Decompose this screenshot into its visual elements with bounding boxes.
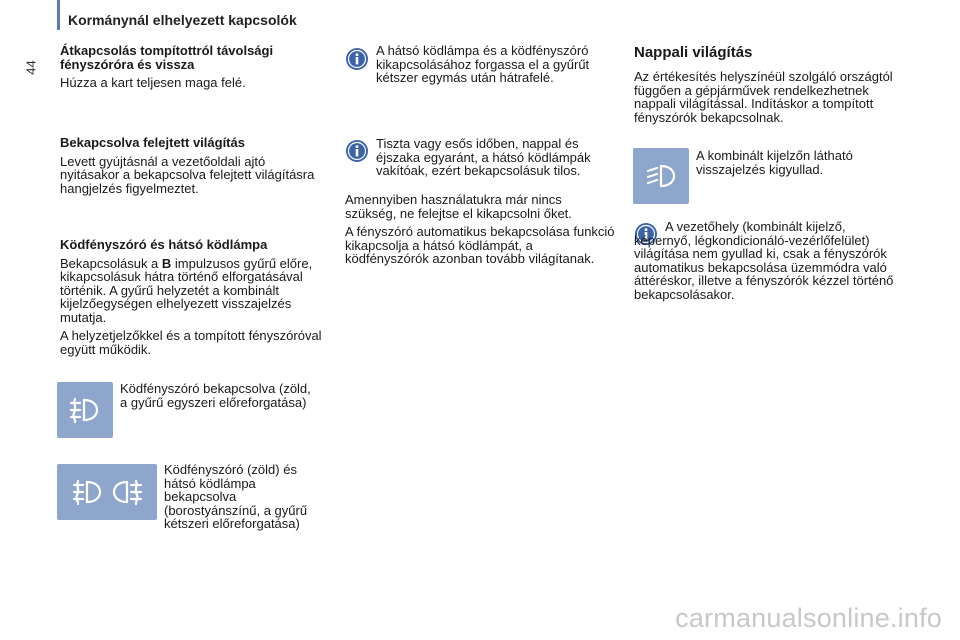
fog2-description: Ködfényszóró (zöld) és hátsó ködlámpa bekapcsolva (borostyánszínű, a gyűrű kétszeri előreforgatása) [164,462,308,531]
front-fog-light-icon [57,382,113,438]
section-text: Levett gyújtásnál a vezetőoldali ajtó nyitásakor a bekapcsolva felejtett világításra hangjelzés figyelmeztet. [60,153,315,196]
info-note-fog-warning: Tiszta vagy esős időben, nappal és éjszaka egyaránt, a hátsó ködlámpák vakítóak, ezért bekapcsolásuk tilos. [376,136,591,178]
info-icon [345,47,369,71]
daytime-indicator-text: A kombinált kijelzőn látható visszajelzés kigyullad. [696,148,853,177]
section-text: Húzza a kart teljesen maga felé. [60,75,246,90]
info-note-cabin-lighting: A vezetőhely (kombinált kijelző, képernyő, légkondicionáló-vezérlőfelület) világítása nem gyullad ki, csak a fényszórók automatikus bekapcsolása üzemmódra való áttéréskor, illetve a fényszórók kézzel történő bekapcsolásakor. [634,219,894,302]
section-lights-left-on [60,136,320,200]
section-fog-notes [345,193,615,271]
section-title: Átkapcsolás tompítottról távolsági fényszóróra és vissza [60,43,274,72]
section-fog-lights [60,238,322,361]
info-note-fog-off: A hátsó ködlámpa és a ködfényszóró kikapcsolásához forgassa el a gyűrűt kétszer egymás után hátrafelé. [376,43,590,85]
daytime-running-light-icon [633,148,689,204]
section-text: A fényszóró automatikus bekapcsolása funkció kikapcsolja a hátsó ködlámpát, a ködfényszórók azonban tovább világítanak. [345,224,615,266]
daytime-description: Az értékesítés helyszínéül szolgáló országtól függően a gépjárművek rendelkezhetnek nappali világítással. Indításkor a tompított fényszórók bekapcsolnak. [634,69,893,125]
ring-label: B [161,255,172,271]
section-text: A helyzetjelzőkkel és a tompított fényszóróval együtt működik. [60,328,322,357]
header-accent-bar [57,0,60,30]
page-title: Kormánynál elhelyezett kapcsolók [68,12,297,28]
rear-fog-light-icon [107,464,157,520]
front-fog-indicator [57,382,113,438]
watermark: carmanualsonline.info [675,603,942,633]
text-run: Bekapcsolásuk a [60,255,162,271]
fog1-description: Ködfényszóró bekapcsolva (zöld, a gyűrű egyszeri előreforgatása) [120,381,311,410]
text-run: impulzusos gyűrű előre, kikapcsolásuk hátra történő elforgatásával történik. A gyűrű helyzetét a kombinált kijelzőegységen elhelyezett visszajelzés mutatja. [60,255,313,325]
section-title: Bekapcsolva felejtett világítás [60,135,245,150]
section-title: Ködfényszóró és hátsó ködlámpa [60,237,268,252]
section-beam-switch [60,44,320,95]
section-text [60,257,322,325]
daytime-indicator [633,148,689,204]
info-icon [345,139,369,163]
section-text: Amennyiben használatukra már nincs szükség, ne felejtse el kikapcsolni őket. [345,192,572,221]
section-title-daytime: Nappali világítás [634,44,753,61]
front-rear-fog-indicator [57,464,157,520]
page-number: 44 [23,60,39,75]
